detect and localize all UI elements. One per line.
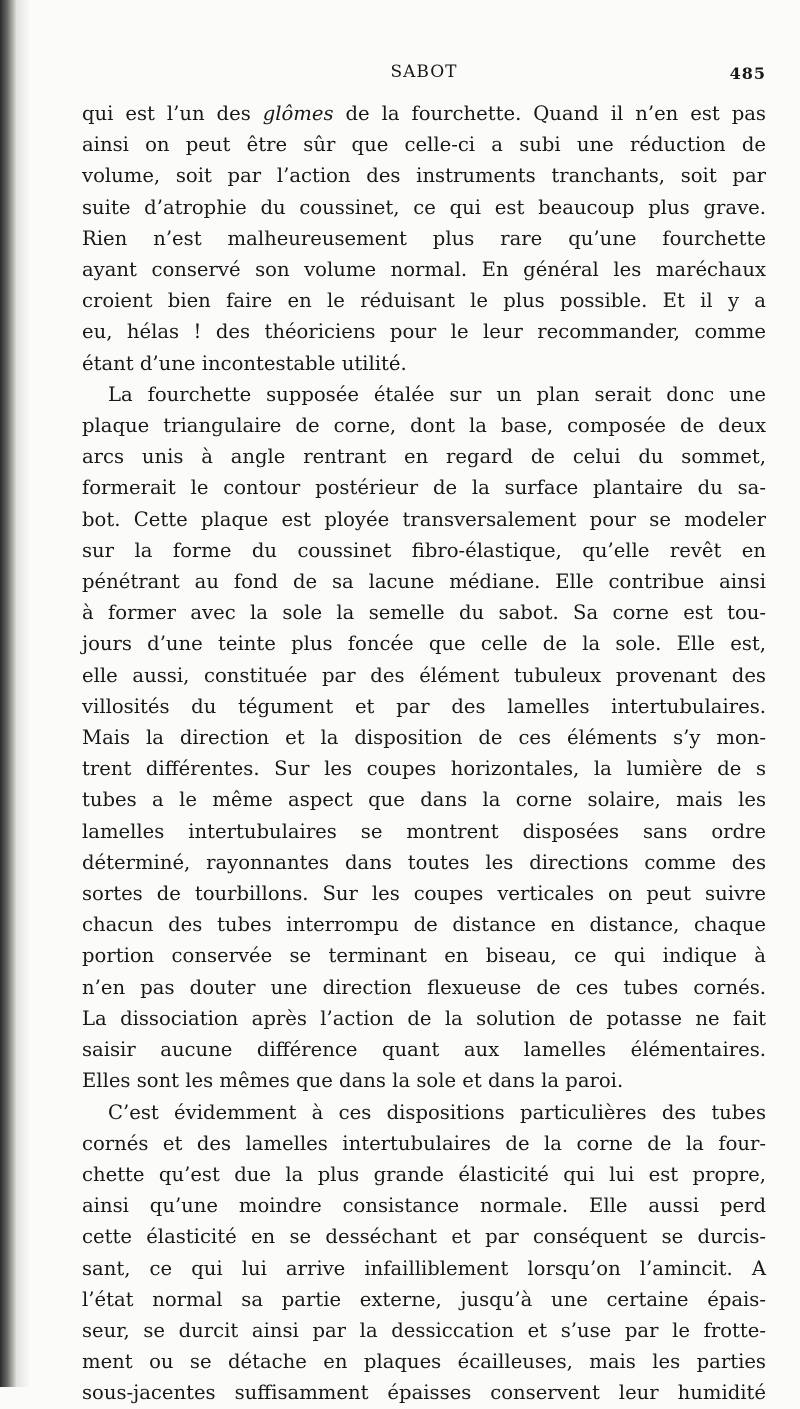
text-line: Elles sont les mêmes que dans la sole et dans la paroi. <box>82 1069 624 1093</box>
text-line: ainsi on peut être sûr que celle-ci a subi une réduction de <box>82 133 766 157</box>
text-line: suite d’atrophie du coussinet, ce qui est beaucoup plus grave. <box>82 195 766 219</box>
body-text <box>82 98 766 1409</box>
text-line: plaque triangulaire de corne, dont la base, composée de deux <box>82 414 766 438</box>
text-line: ment ou se détache en plaques écailleuses, mais les parties <box>82 1350 766 1374</box>
text-line: volume, soit par l’action des instruments tranchants, soit par <box>82 164 766 188</box>
text-line: chacun des tubes interrompu de distance en distance, chaque <box>82 913 766 937</box>
text-line: ainsi qu’une moindre consistance normale. Elle aussi perd <box>82 1194 766 1218</box>
running-title: SABOT <box>390 62 458 82</box>
text-line: villosités du tégument et par des lamelles intertubulaires. <box>82 694 766 718</box>
page-header <box>82 58 766 98</box>
text-line: ayant conservé son volume normal. En général les maréchaux <box>82 258 766 282</box>
text-line: sortes de tourbillons. Sur les coupes verticales on peut suivre <box>82 882 766 906</box>
text-line: n’en pas douter une direction flexueuse de ces tubes cornés. <box>82 975 766 999</box>
text-line: pénétrant au fond de sa lacune médiane. Elle contribue ainsi <box>82 570 766 594</box>
text-line: chette qu’est due la plus grande élasticité qui lui est propre, <box>82 1162 766 1186</box>
text-line: sur la forme du coussinet fibro-élastique, qu’elle revêt en <box>82 538 766 562</box>
text-line: déterminé, rayonnantes dans toutes les directions comme des <box>82 850 766 874</box>
text-line: qui est l’un des glômes de la fourchette. Quand il n’en est pas <box>82 102 766 125</box>
book-binding-edge <box>0 0 16 1387</box>
text-line: trent différentes. Sur les coupes horizontales, la lumière de s <box>82 757 766 781</box>
italic-term: glômes <box>262 102 334 125</box>
book-page <box>82 58 766 1409</box>
text-line: à former avec la sole la semelle du sabot. Sa corne est tou- <box>82 601 766 625</box>
text-line: tubes a le même aspect que dans la corne solaire, mais les <box>82 788 766 812</box>
paragraph-start-line: C’est évidemment à ces dispositions particulières des tubes <box>108 1100 766 1124</box>
text-line: l’état normal sa partie externe, jusqu’à une certaine épais- <box>82 1287 766 1311</box>
text-line: elle aussi, constituée par des élément tubuleux provenant des <box>82 663 766 687</box>
text-line: lamelles intertubulaires se montrent disposées sans ordre <box>82 819 766 843</box>
text-line: seur, se durcit ainsi par la dessiccation et s’use par le frotte- <box>82 1318 766 1342</box>
text-line: bot. Cette plaque est ployée transversalement pour se modeler <box>82 507 766 531</box>
text-line: croient bien faire en le réduisant le plus possible. Et il y a <box>82 289 766 313</box>
text-line: arcs unis à angle rentrant en regard de celui du sommet, <box>82 445 766 469</box>
text-line: sant, ce qui lui arrive infailliblement lorsqu’on l’amincit. A <box>82 1256 766 1280</box>
text-line: eu, hélas ! des théoriciens pour le leur recommander, comme <box>82 320 766 344</box>
text-line: cette élasticité en se desséchant et par conséquent se durcis- <box>82 1225 766 1249</box>
gutter-shadow <box>16 0 30 1387</box>
text-line: La dissociation après l’action de la solution de potasse ne fait <box>82 1006 766 1030</box>
text-line: jours d’une teinte plus foncée que celle de la sole. Elle est, <box>82 632 766 656</box>
text-line: Mais la direction et la disposition de ces éléments s’y mon- <box>82 726 766 750</box>
text-line: saisir aucune différence quant aux lamelles élémentaires. <box>82 1038 766 1062</box>
text-line: cornés et des lamelles intertubulaires de la corne de la four- <box>82 1131 766 1155</box>
text-line: étant d’une incontestable utilité. <box>82 351 407 375</box>
text-line: Rien n’est malheureusement plus rare qu’une fourchette <box>82 226 766 250</box>
text-line: sous-jacentes suffisamment épaisses conservent leur humidité <box>82 1381 766 1405</box>
text-line: formerait le contour postérieur de la surface plantaire du sa- <box>82 476 766 500</box>
paragraph-start-line: La fourchette supposée étalée sur un plan serait donc une <box>108 382 766 406</box>
text-line: portion conservée se terminant en biseau, ce qui indique à <box>82 944 766 968</box>
page-number: 485 <box>729 64 766 83</box>
